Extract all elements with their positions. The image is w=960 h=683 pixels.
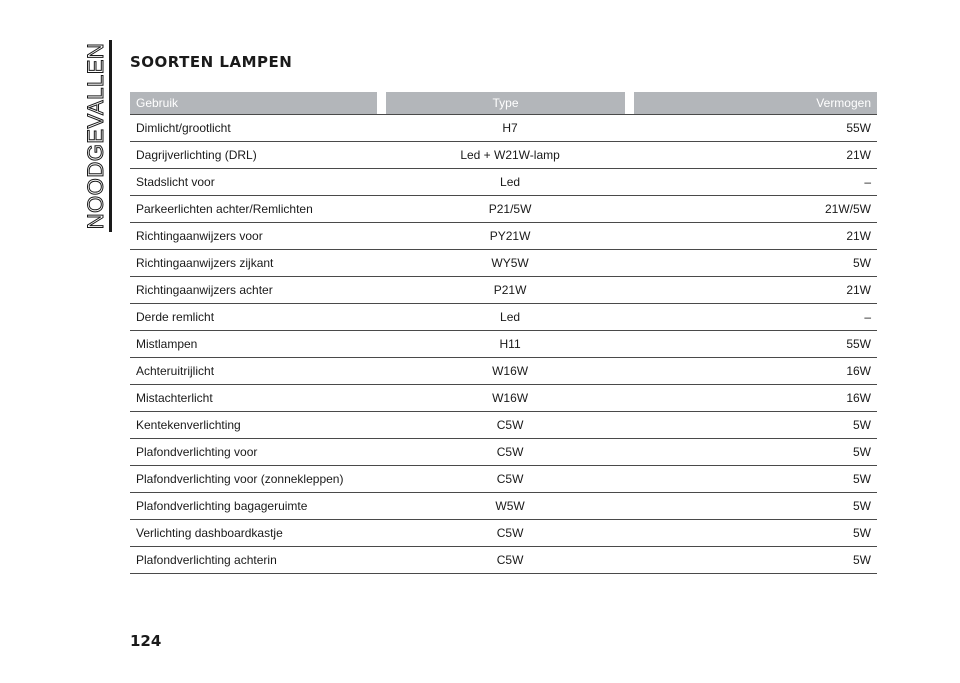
table-row — [130, 439, 877, 466]
cell-vermogen: 5W — [634, 493, 877, 520]
cell-gebruik: Mistachterlicht — [130, 385, 386, 412]
table-row — [130, 169, 877, 196]
cell-vermogen: 21W — [634, 142, 877, 169]
cell-gebruik: Kentekenverlichting — [130, 412, 386, 439]
cell-vermogen: 21W/5W — [634, 196, 877, 223]
cell-gebruik: Richtingaanwijzers achter — [130, 277, 386, 304]
cell-type: W16W — [386, 358, 634, 385]
table-header-row — [130, 92, 877, 114]
table-row — [130, 304, 877, 331]
cell-vermogen: 16W — [634, 385, 877, 412]
table-row — [130, 196, 877, 223]
table-row — [130, 385, 877, 412]
cell-gebruik: Achteruitrijlicht — [130, 358, 386, 385]
cell-type: H7 — [386, 114, 634, 142]
table-row — [130, 547, 877, 574]
cell-vermogen: 5W — [634, 412, 877, 439]
cell-type: Led + W21W-lamp — [386, 142, 634, 169]
cell-vermogen: – — [634, 169, 877, 196]
cell-vermogen: 55W — [634, 114, 877, 142]
cell-vermogen: 5W — [634, 250, 877, 277]
cell-vermogen: 5W — [634, 520, 877, 547]
cell-vermogen: 21W — [634, 223, 877, 250]
cell-type: W5W — [386, 493, 634, 520]
cell-gebruik: Richtingaanwijzers zijkant — [130, 250, 386, 277]
lamp-types-table — [130, 92, 877, 574]
cell-type: P21W — [386, 277, 634, 304]
cell-gebruik: Dagrijverlichting (DRL) — [130, 142, 386, 169]
column-header-vermogen: Vermogen — [634, 92, 877, 114]
cell-gebruik: Plafondverlichting voor (zonnekleppen) — [130, 466, 386, 493]
cell-vermogen: 55W — [634, 331, 877, 358]
cell-type: Led — [386, 304, 634, 331]
cell-type: C5W — [386, 412, 634, 439]
cell-gebruik: Verlichting dashboardkastje — [130, 520, 386, 547]
cell-type: PY21W — [386, 223, 634, 250]
table-row — [130, 250, 877, 277]
table-row — [130, 142, 877, 169]
table-body — [130, 114, 877, 574]
page-number: 124 — [130, 632, 162, 650]
table-row — [130, 223, 877, 250]
cell-type: P21/5W — [386, 196, 634, 223]
cell-type: C5W — [386, 547, 634, 574]
table-row — [130, 493, 877, 520]
column-header-gebruik: Gebruik — [130, 92, 377, 114]
cell-vermogen: 5W — [634, 466, 877, 493]
cell-type: WY5W — [386, 250, 634, 277]
cell-gebruik: Stadslicht voor — [130, 169, 386, 196]
cell-type: H11 — [386, 331, 634, 358]
table-row — [130, 466, 877, 493]
table-row — [130, 114, 877, 142]
cell-vermogen: 5W — [634, 439, 877, 466]
cell-gebruik: Plafondverlichting achterin — [130, 547, 386, 574]
cell-gebruik: Plafondverlichting voor — [130, 439, 386, 466]
page-title: SOORTEN LAMPEN — [130, 53, 293, 71]
cell-type: W16W — [386, 385, 634, 412]
cell-vermogen: – — [634, 304, 877, 331]
header-gap — [625, 92, 634, 114]
cell-gebruik: Richtingaanwijzers voor — [130, 223, 386, 250]
header-gap — [377, 92, 386, 114]
table-row — [130, 331, 877, 358]
table-row — [130, 358, 877, 385]
column-header-type: Type — [386, 92, 625, 114]
cell-gebruik: Plafondverlichting bagageruimte — [130, 493, 386, 520]
cell-vermogen: 21W — [634, 277, 877, 304]
cell-gebruik: Dimlicht/grootlicht — [130, 114, 386, 142]
table-row — [130, 277, 877, 304]
cell-vermogen: 16W — [634, 358, 877, 385]
section-tab-rule — [109, 40, 112, 232]
cell-vermogen: 5W — [634, 547, 877, 574]
cell-type: C5W — [386, 466, 634, 493]
table-row — [130, 412, 877, 439]
cell-gebruik: Mistlampen — [130, 331, 386, 358]
cell-gebruik: Parkeerlichten achter/Remlichten — [130, 196, 386, 223]
section-tab-label: NOODGEVALLEN — [83, 42, 108, 230]
cell-type: C5W — [386, 520, 634, 547]
cell-type: C5W — [386, 439, 634, 466]
table-row — [130, 520, 877, 547]
cell-gebruik: Derde remlicht — [130, 304, 386, 331]
section-side-tab — [82, 40, 112, 232]
cell-type: Led — [386, 169, 634, 196]
